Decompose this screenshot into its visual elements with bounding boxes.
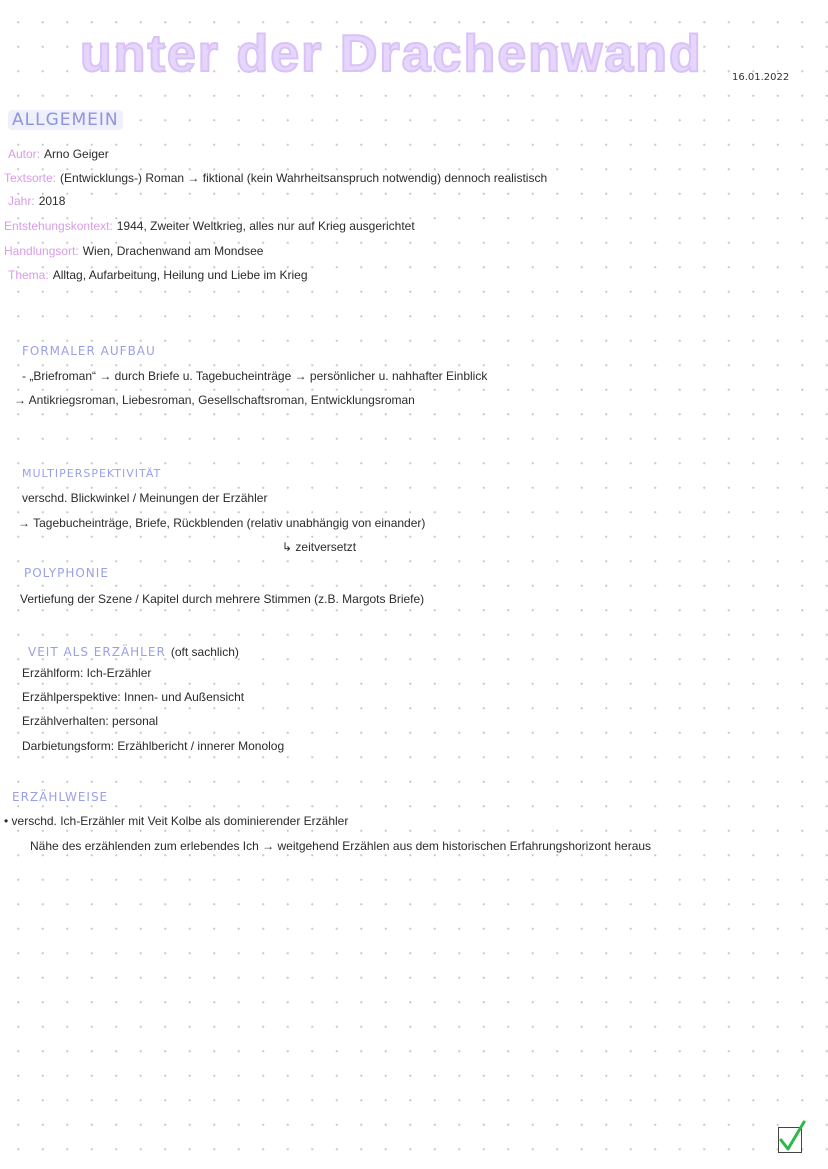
- line: → Tagebucheinträge, Briefe, Rückblenden (relativ unabhängig von einander): [18, 516, 426, 530]
- value: Wien, Drachenwand am Mondsee: [82, 244, 264, 258]
- label: Textsorte:: [4, 171, 57, 185]
- value: Arno Geiger: [44, 147, 109, 161]
- line: ↳ zeitversetzt: [282, 540, 357, 554]
- line: Nähe des erzählenden zum erlebendes Ich → weitgehend Erzählen aus dem historischen Erfahrungshorizont heraus: [30, 839, 652, 853]
- line: Darbietungsform: Erzählbericht / innerer Monolog: [22, 739, 285, 753]
- date: 16.01.2022: [732, 72, 790, 83]
- row-jahr: [8, 194, 65, 208]
- heading-multiperspektivitaet: MULTIPERSPEKTIVITÄT: [22, 467, 162, 480]
- heading-polyphonie: POLYPHONIE: [24, 566, 109, 580]
- row-handlungsort: [4, 244, 263, 258]
- line: → Antikriegsroman, Liebesroman, Gesellschaftsroman, Entwicklungsroman: [14, 393, 415, 407]
- heading-allgemein: ALLGEMEIN: [8, 110, 123, 130]
- line: Erzählperspektive: Innen- und Außensicht: [22, 690, 245, 704]
- note: (oft sachlich): [170, 645, 239, 659]
- heading-formaler-aufbau: FORMALER AUFBAU: [22, 344, 156, 358]
- label: Entstehungskontext:: [4, 219, 113, 233]
- value: Alltag, Aufarbeitung, Heilung und Liebe im Krieg: [52, 268, 308, 282]
- value: 1944, Zweiter Weltkrieg, alles nur auf Krieg ausgerichtet: [116, 219, 415, 233]
- heading-veit-row: [28, 641, 239, 660]
- row-autor: [8, 147, 109, 161]
- line: Erzählverhalten: personal: [22, 714, 159, 728]
- line: verschd. Blickwinkel / Meinungen der Erzähler: [22, 491, 268, 505]
- page-title: unter der Drachenwand: [80, 25, 703, 83]
- label: Thema:: [8, 268, 49, 282]
- line: • verschd. Ich-Erzähler mit Veit Kolbe als dominierender Erzähler: [4, 814, 349, 828]
- value: (Entwicklungs-) Roman → fiktional (kein Wahrheitsanspruch notwendig) dennoch realistisch: [60, 171, 548, 185]
- heading-veit: VEIT ALS ERZÄHLER: [28, 645, 166, 659]
- label: Handlungsort:: [4, 244, 79, 258]
- label: Jahr:: [8, 194, 35, 208]
- line: - „Briefroman“ → durch Briefe u. Tagebucheinträge → persönlicher u. nahhafter Einblick: [22, 369, 488, 383]
- value: 2018: [38, 194, 66, 208]
- row-thema: [8, 268, 308, 282]
- row-entstehungskontext: [4, 219, 415, 233]
- checkbox-checked[interactable]: [778, 1127, 802, 1153]
- line: Erzählform: Ich-Erzähler: [22, 666, 152, 680]
- heading-erzaehlweise: ERZÄHLWEISE: [12, 790, 109, 804]
- checkmark-icon: [777, 1120, 807, 1154]
- line: Vertiefung der Szene / Kapitel durch mehrere Stimmen (z.B. Margots Briefe): [20, 592, 425, 606]
- row-textsorte: [4, 171, 547, 185]
- label: Autor:: [8, 147, 41, 161]
